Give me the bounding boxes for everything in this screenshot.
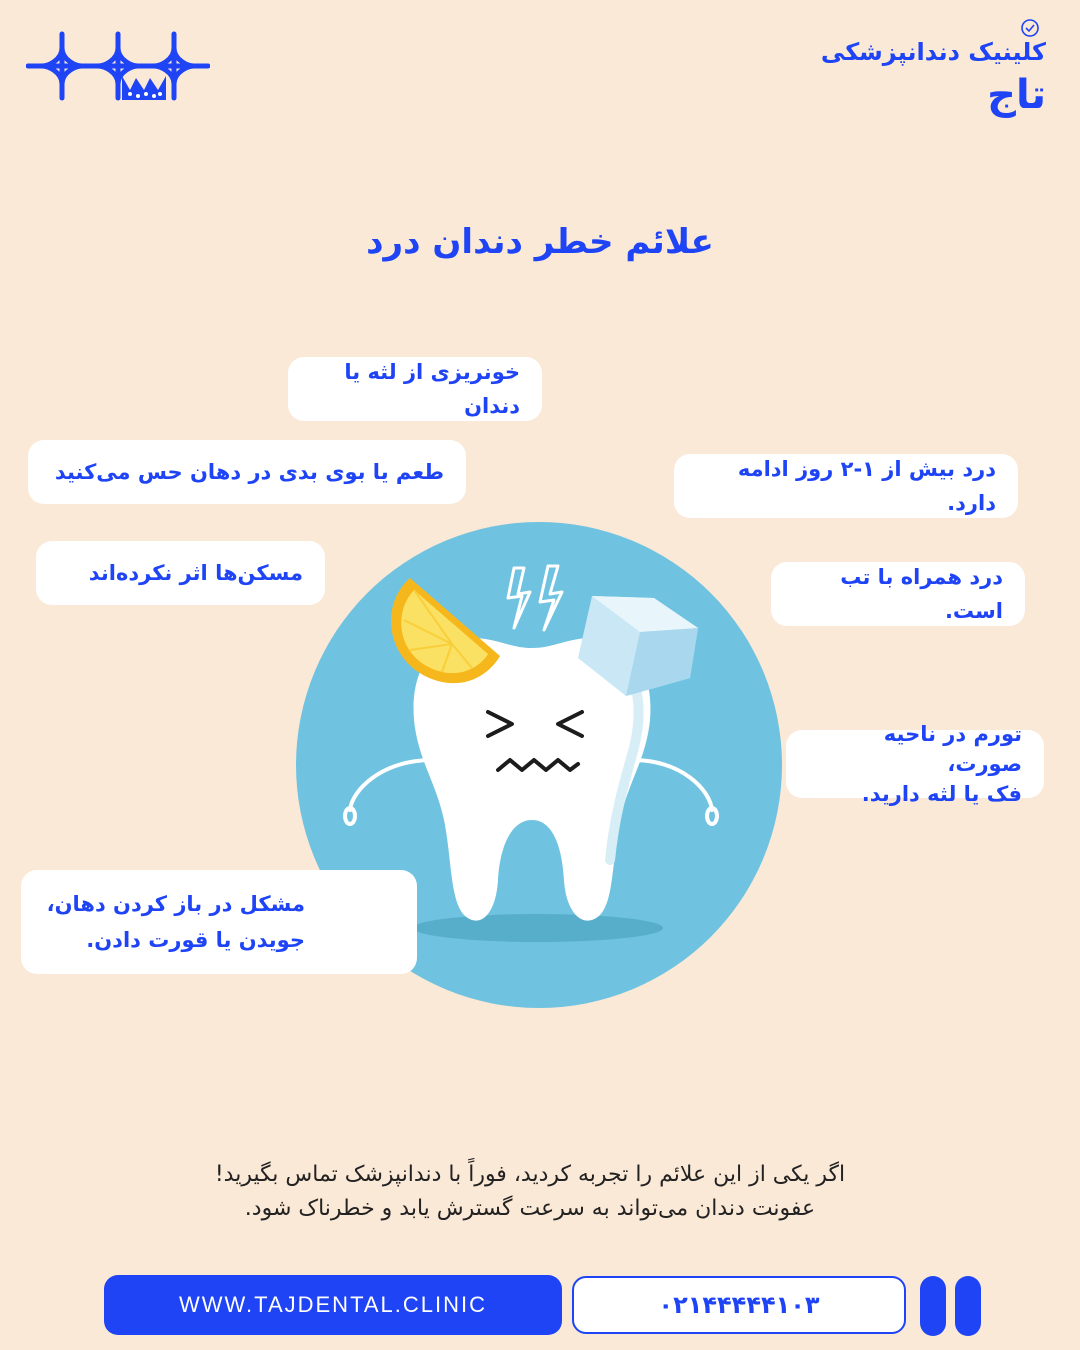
- symptom-taste: [28, 440, 466, 504]
- symptom-mouth-line1: مشکل در باز کردن دهان،: [46, 892, 305, 916]
- warning-note-line2: عفونت دندان می‌تواند به سرعت گسترش یابد و خطرناک شود.: [244, 1196, 816, 1221]
- warning-note: [140, 1158, 920, 1226]
- phone-button[interactable]: ۰۲۱۴۴۴۴۴۱۰۳: [572, 1276, 906, 1334]
- symptom-duration-text: درد بیش از ۱-۲ روز ادامه دارد.: [737, 457, 996, 515]
- symptom-fever: [771, 562, 1025, 626]
- brand-logo: [816, 18, 1046, 118]
- symptom-swelling-line2: فک یا لثه دارید.: [861, 782, 1022, 806]
- symptom-bleeding-text: خونریزی از لثه یا دندان: [344, 360, 520, 418]
- symptom-mouth-line2: جویدن یا قورت دادن.: [86, 928, 305, 952]
- symptom-fever-text: درد همراه با تب است.: [840, 565, 1003, 623]
- symptom-duration: [674, 454, 1018, 518]
- symptom-painkillers: [36, 541, 325, 605]
- warning-note-line1: اگر یکی از این علائم را تجربه کردید، فوراً با دندانپزشک تماس بگیرید!: [214, 1162, 846, 1187]
- symptom-mouth: [21, 870, 417, 974]
- page-title: علائم خطر دندان درد: [366, 222, 714, 262]
- clock-24-icon: [1020, 18, 1040, 38]
- website-button[interactable]: WWW.TAJDENTAL.CLINIC: [104, 1275, 562, 1335]
- symptom-swelling: [786, 722, 1044, 806]
- decorative-bar: [920, 1276, 946, 1336]
- symptom-swelling-line1: تورم در ناحیه صورت،: [883, 722, 1022, 776]
- decorative-bar: [955, 1276, 981, 1336]
- symptom-taste-text: طعم یا بوی بدی در دهان حس می‌کنید: [54, 460, 444, 484]
- symptom-bleeding: [288, 357, 542, 421]
- tooth-crown-logo-icon: [26, 28, 210, 104]
- brand-wordmark: تاج: [987, 72, 1046, 118]
- symptom-painkillers-text: مسکن‌ها اثر نکرده‌اند: [88, 561, 303, 585]
- brand-name: کلینیک دندانپزشکی: [820, 38, 1046, 66]
